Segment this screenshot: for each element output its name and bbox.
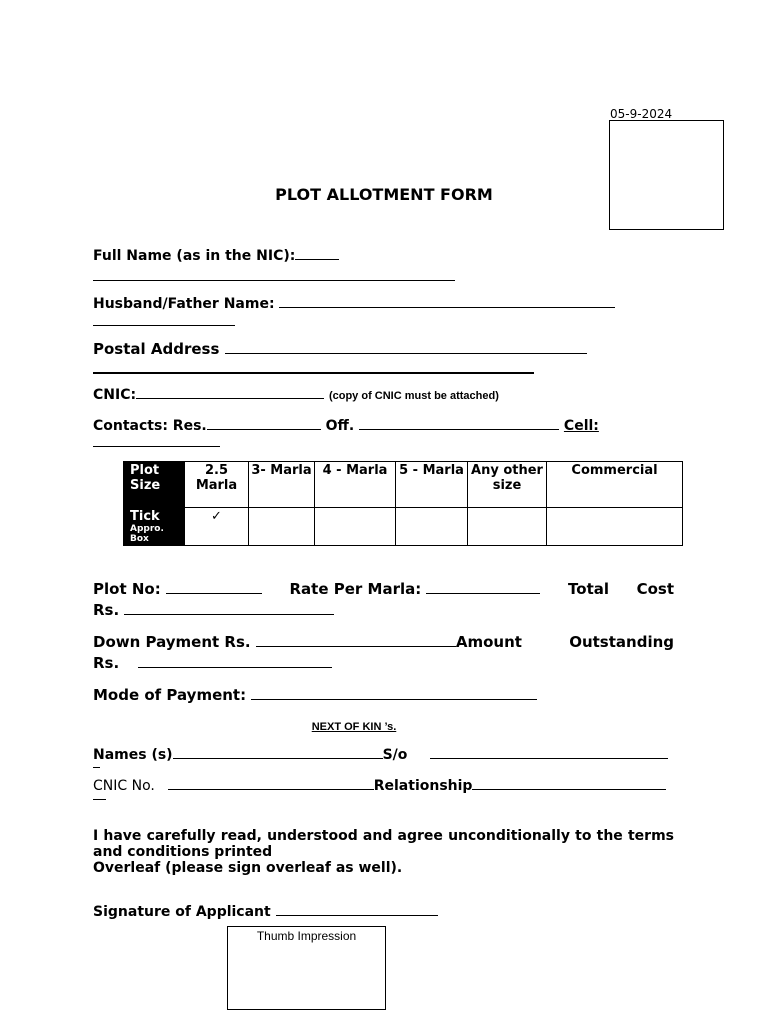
total-label: Total <box>568 580 610 598</box>
tick-box-3[interactable] <box>249 508 315 546</box>
full-name-line-1[interactable] <box>295 247 339 260</box>
tick-box-2-5[interactable]: ✓ <box>185 508 249 546</box>
total-cost-line[interactable] <box>124 602 334 615</box>
tick-header <box>124 508 185 546</box>
nok-names-line-2[interactable] <box>93 759 100 768</box>
next-of-kin-heading: NEXT OF KIN ’s. <box>311 721 397 733</box>
plot-no-line[interactable] <box>166 581 262 594</box>
col-5-marla: 5 - Marla <box>396 462 468 508</box>
form-date: 05-9-2024 <box>610 107 673 121</box>
cnic-line[interactable] <box>136 386 324 399</box>
off-line[interactable] <box>359 417 559 430</box>
thumb-impression-label: Thumb Impression <box>256 929 357 943</box>
photo-box <box>609 120 724 230</box>
cell-label: Cell: <box>563 418 599 434</box>
signature-line[interactable] <box>276 903 438 916</box>
col-any-other: Any other size <box>468 462 547 508</box>
husband-father-label: Husband/Father Name: <box>93 296 275 312</box>
nok-names-label: Names (s) <box>93 747 173 763</box>
form-title: PLOT ALLOTMENT FORM <box>275 185 493 204</box>
full-name-row <box>93 247 339 264</box>
col-3-marla: 3- Marla <box>249 462 315 508</box>
down-payment-group <box>93 633 522 651</box>
nok-cnic-dot: . <box>150 778 155 794</box>
nok-cnic-label: CNIC No <box>93 778 151 794</box>
total-rs-row <box>93 601 334 619</box>
down-payment-line[interactable] <box>256 634 456 647</box>
signature-row <box>93 903 438 920</box>
cnic-row <box>93 386 499 403</box>
husband-father-line-2[interactable] <box>93 313 235 326</box>
postal-address-line-1[interactable] <box>225 341 587 354</box>
tick-box-5[interactable] <box>396 508 468 546</box>
contacts-row <box>93 417 599 434</box>
nok-cnic-line-2[interactable] <box>93 791 106 800</box>
tick-row <box>124 508 683 546</box>
rate-group <box>290 580 541 598</box>
nok-relationship-line[interactable] <box>472 777 666 790</box>
cell-line[interactable] <box>93 434 220 447</box>
cnic-note: (copy of CNIC must be attached) <box>328 390 499 402</box>
postal-address-label: Postal Address <box>93 340 220 358</box>
mode-row <box>93 686 537 704</box>
thumb-impression-box[interactable] <box>227 926 386 1010</box>
mode-line[interactable] <box>251 687 537 700</box>
amount-label: Amount <box>455 633 522 651</box>
rate-label: Rate Per Marla: <box>289 580 422 598</box>
husband-father-row <box>93 295 615 312</box>
cnic-label: CNIC: <box>93 387 137 403</box>
col-2-5-marla: 2.5 Marla <box>185 462 249 508</box>
plot-no-row <box>93 580 674 598</box>
col-commercial: Commercial <box>547 462 683 508</box>
nok-cnic-row <box>93 777 666 794</box>
down-payment-label: Down Payment Rs. <box>93 633 251 651</box>
declaration-line-1: I have carefully read, understood and agree unconditionally to the terms and conditions printed <box>93 828 674 860</box>
tick-box-commercial[interactable] <box>547 508 683 546</box>
tick-box-other[interactable] <box>468 508 547 546</box>
cost-label: Cost <box>636 580 674 598</box>
outstanding-label: Outstanding <box>569 633 674 651</box>
col-4-marla: 4 - Marla <box>315 462 396 508</box>
rate-line[interactable] <box>426 581 540 594</box>
declaration <box>93 828 674 876</box>
tick-box-4[interactable] <box>315 508 396 546</box>
contacts-res-label: Contacts: Res. <box>93 418 207 434</box>
outstanding-rs-row <box>93 654 332 672</box>
plot-no-group <box>93 580 262 598</box>
res-line[interactable] <box>207 417 321 430</box>
full-name-line-2[interactable] <box>93 268 455 281</box>
declaration-line-2: Overleaf (please sign overleaf as well). <box>93 860 403 876</box>
tick-label: Tick <box>130 509 160 524</box>
outstanding-line[interactable] <box>138 655 332 668</box>
nok-so-label: S/o <box>382 747 408 763</box>
husband-father-line-1[interactable] <box>279 295 615 308</box>
down-payment-row <box>93 633 674 651</box>
plot-no-flex <box>93 580 674 598</box>
plot-size-header: Plot Size <box>124 462 185 508</box>
off-label: Off. <box>325 418 355 434</box>
plot-size-table <box>123 461 683 546</box>
tick-sublabel: Appro. Box <box>130 524 164 544</box>
postal-address-row <box>93 340 587 358</box>
postal-address-line-2[interactable] <box>93 361 534 374</box>
plot-no-label: Plot No: <box>93 580 161 598</box>
nok-cnic-line[interactable] <box>168 777 374 790</box>
nok-names-row <box>93 746 668 763</box>
mode-label: Mode of Payment: <box>93 686 247 704</box>
outstanding-rs-label: Rs. <box>93 654 120 672</box>
nok-relationship-label: Relationship <box>373 778 473 794</box>
down-payment-flex <box>93 633 674 651</box>
total-rs-label: Rs. <box>93 601 120 619</box>
signature-label: Signature of Applicant <box>93 904 271 920</box>
nok-so-line[interactable] <box>430 746 668 759</box>
full-name-label: Full Name (as in the NIC): <box>93 248 296 264</box>
nok-names-line[interactable] <box>173 746 383 759</box>
plot-size-row <box>124 462 683 508</box>
